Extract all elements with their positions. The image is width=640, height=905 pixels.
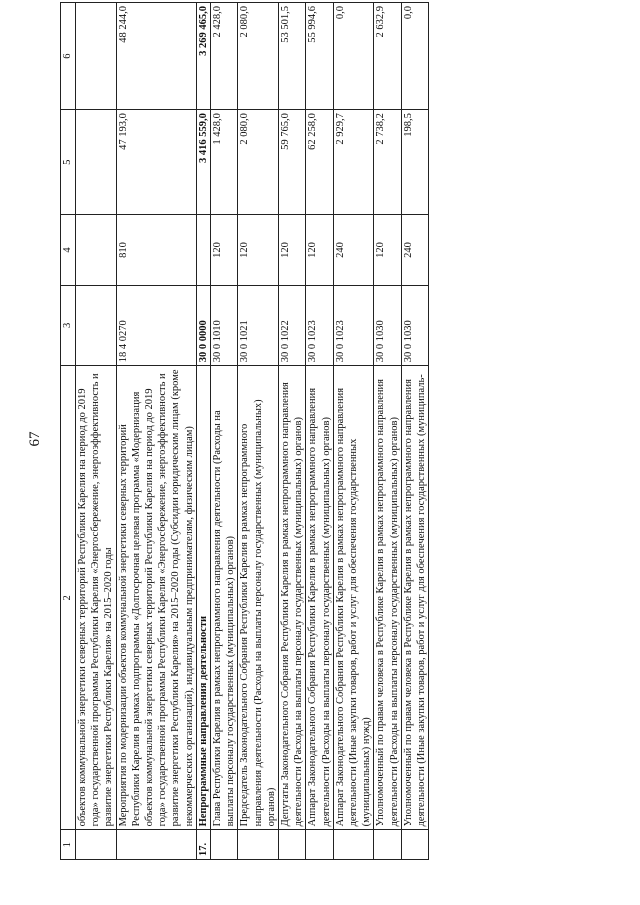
row-expense-type: 120 [374,215,401,285]
row-code: 30 0 1021 [238,285,279,366]
row-name: Глава Республики Карелия в рамках непрограммного направления деятельности (Расходы на выплаты персоналу государственных (муниципальных) органов) [211,366,238,830]
budget-table-rotated [60,2,580,860]
table-row [306,3,333,860]
row-number [374,830,401,860]
row-code: 18 4 0270 [116,285,196,366]
header-col-6: 6 [61,3,76,110]
row-code: 30 0 1010 [211,285,238,366]
row-name: Аппарат Законодательного Собрания Республики Карелия в рамках непрограммного направления деятельности (Расходы на выплаты персоналу государственных (муниципальных) органов) [306,366,333,830]
row-sum-2: 2 428,0 [211,3,238,110]
row-name: Депутаты Законодательного Собрания Республики Карелия в рамках непрограммного направления деятельности (Расходы на выплаты персоналу государственных (муниципальных) органов) [279,366,306,830]
header-col-5: 5 [61,110,76,215]
row-name: объектов коммунальной энергетики северных территорий Республики Карелия на период до 2019 года» государственной программы Республики Карелия «Энергосбережение, энергоэффективность и развитие энергетики Республики Карелия» на 2015–2020 годы [76,366,117,830]
row-number [211,830,238,860]
table-row [211,3,238,860]
row-name: Непрограммные направления деятельности [196,366,210,830]
row-code: 30 0 1022 [279,285,306,366]
row-sum-2: 3 269 465,0 [196,3,210,110]
row-number [238,830,279,860]
row-name: Аппарат Законодательного Собрания Республики Карелия в рамках непрограммного направления деятельности (Иные закупки товаров, работ и услуг для обеспечения государственных (муниципальных) нужд) [333,366,374,830]
row-sum-2: 53 501,5 [279,3,306,110]
row-sum-1: 2 738,2 [374,110,401,215]
row-code [76,285,117,366]
row-number [401,830,428,860]
row-expense-type: 120 [238,215,279,285]
row-name: Мероприятия по модернизации объектов коммунальной энергетики северных территорий Республики Карелия в рамках подпрограммы «Долгосрочная целевая программа «Модернизация объектов коммунальной энергетики северных территорий Республики Карелия на период до 2019 года» государственной программы Республики Карелия «Энергосбережение, энергоэффективность и развитие энергетики Республики Карелия» на 2015–2020 годы (Субсидии юридическим лицам (кроме некоммерческих организаций), индивидуальным предпринимателям, физическим лицам) [116,366,196,830]
header-col-1: 1 [61,830,76,860]
row-expense-type: 810 [116,215,196,285]
row-sum-1: 59 765,0 [279,110,306,215]
row-code: 30 0 1023 [333,285,374,366]
row-sum-1: 2 080,0 [238,110,279,215]
row-expense-type [196,215,210,285]
row-name: Председатель Законодательного Собрания Республики Карелия в рамках непрограммного направления деятельности (Расходы на выплаты персоналу государственных (муниципальных) органов) [238,366,279,830]
row-expense-type: 120 [306,215,333,285]
row-number [279,830,306,860]
row-sum-1: 198,5 [401,110,428,215]
page-number: 67 [27,431,43,447]
row-sum-2 [76,3,117,110]
table-header-row [61,3,76,860]
table-row [401,3,428,860]
row-name: Уполномоченный по правам человека в Республике Карелия в рамках непрограммного направления деятельности (Иные закупки товаров, работ и услуг для обеспечения государственных (муниципаль- [401,366,428,830]
row-code: 30 0 0000 [196,285,210,366]
row-number [333,830,374,860]
header-col-2: 2 [61,366,76,830]
row-sum-2: 48 244,0 [116,3,196,110]
row-number [306,830,333,860]
row-code: 30 0 1023 [306,285,333,366]
table-row [116,3,196,860]
row-sum-1 [76,110,117,215]
row-number: 17. [196,830,210,860]
row-sum-2: 0,0 [333,3,374,110]
row-code: 30 0 1030 [374,285,401,366]
budget-table [60,2,429,860]
table-row [333,3,374,860]
header-col-3: 3 [61,285,76,366]
row-sum-2: 2 632,9 [374,3,401,110]
table-row [76,3,117,860]
row-sum-1: 1 428,0 [211,110,238,215]
row-sum-1: 47 193,0 [116,110,196,215]
row-sum-2: 0,0 [401,3,428,110]
table-row [196,3,210,860]
row-expense-type: 120 [211,215,238,285]
row-expense-type: 240 [333,215,374,285]
row-sum-1: 3 416 559,0 [196,110,210,215]
row-expense-type: 120 [279,215,306,285]
row-sum-2: 2 080,0 [238,3,279,110]
row-name: Уполномоченный по правам человека в Республике Карелия в рамках непрограммного направления деятельности (Расходы на выплаты персоналу государственных (муниципальных) органов) [374,366,401,830]
table-row [279,3,306,860]
row-expense-type [76,215,117,285]
row-code: 30 0 1030 [401,285,428,366]
header-col-4: 4 [61,215,76,285]
row-number [116,830,196,860]
row-sum-1: 2 929,7 [333,110,374,215]
row-sum-2: 55 994,6 [306,3,333,110]
row-number [76,830,117,860]
table-row [238,3,279,860]
table-row [374,3,401,860]
row-sum-1: 62 258,0 [306,110,333,215]
row-expense-type: 240 [401,215,428,285]
